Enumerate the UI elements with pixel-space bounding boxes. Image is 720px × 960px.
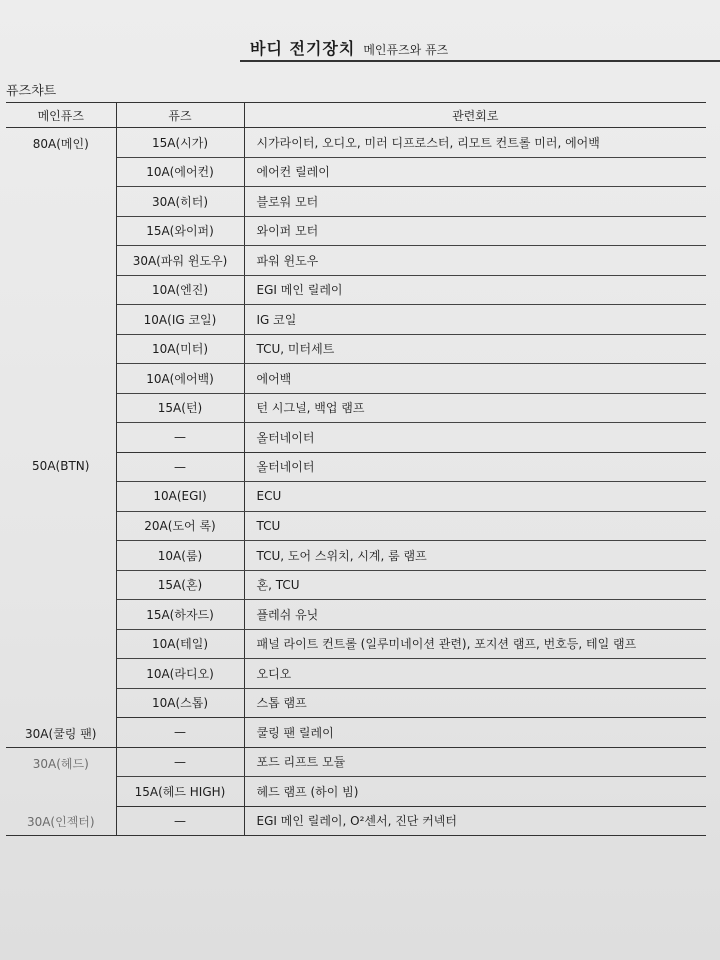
circuit-cell: IG 코일 (244, 305, 706, 335)
fuse-cell: — (116, 423, 244, 453)
circuit-cell: 시가라이터, 오디오, 미러 디프로스터, 리모트 컨트롤 미러, 에어백 (244, 128, 706, 158)
circuit-cell: 올터네이터 (244, 423, 706, 453)
main-fuse-cell: 80A(메인) (6, 128, 116, 453)
table-row (6, 718, 706, 748)
circuit-cell: 패널 라이트 컨트롤 (일루미네이션 관련), 포지션 램프, 번호등, 테일 램프 (244, 629, 706, 659)
circuit-cell: EGI 메인 릴레이 (244, 275, 706, 305)
header-rule (240, 60, 720, 62)
main-fuse-cell: 50A(BTN) (6, 452, 116, 718)
fuse-cell: 10A(라디오) (116, 659, 244, 689)
fuse-cell: 15A(혼) (116, 570, 244, 600)
main-fuse-cell: 30A(헤드) (6, 747, 116, 806)
circuit-cell: 오디오 (244, 659, 706, 689)
circuit-cell: 쿨링 팬 릴레이 (244, 718, 706, 748)
column-header-circuit: 관련회로 (244, 103, 706, 128)
fuse-cell: — (116, 806, 244, 836)
table-row (6, 452, 706, 482)
table-row (6, 806, 706, 836)
circuit-cell: 에어컨 릴레이 (244, 157, 706, 187)
fuse-cell: 10A(테일) (116, 629, 244, 659)
fuse-cell: 10A(IG 코일) (116, 305, 244, 335)
page-header (250, 36, 448, 59)
fuse-cell: — (116, 747, 244, 777)
fuse-cell: 10A(미터) (116, 334, 244, 364)
fuse-cell: 10A(에어백) (116, 364, 244, 394)
fuse-cell: 15A(하자드) (116, 600, 244, 630)
circuit-cell: TCU (244, 511, 706, 541)
fuse-cell: — (116, 718, 244, 748)
fuse-cell: 15A(시가) (116, 128, 244, 158)
circuit-cell: 와이퍼 모터 (244, 216, 706, 246)
circuit-cell: 파워 윈도우 (244, 246, 706, 276)
circuit-cell: TCU, 도어 스위치, 시계, 룸 램프 (244, 541, 706, 571)
fuse-cell: — (116, 452, 244, 482)
circuit-cell: 스톱 램프 (244, 688, 706, 718)
circuit-cell: EGI 메인 릴레이, O²센서, 진단 커넥터 (244, 806, 706, 836)
circuit-cell: 올터네이터 (244, 452, 706, 482)
column-header-fuse: 퓨즈 (116, 103, 244, 128)
fuse-cell: 15A(헤드 HIGH) (116, 777, 244, 807)
fuse-cell: 30A(파워 윈도우) (116, 246, 244, 276)
circuit-cell: 혼, TCU (244, 570, 706, 600)
circuit-cell: 플레쉬 유닛 (244, 600, 706, 630)
fuse-cell: 10A(에어컨) (116, 157, 244, 187)
fuse-chart-table (6, 102, 706, 836)
main-fuse-cell: 30A(쿨링 팬) (6, 718, 116, 748)
page-title: 바디 전기장치 (250, 39, 356, 58)
circuit-cell: 블로워 모터 (244, 187, 706, 217)
fuse-cell: 10A(룸) (116, 541, 244, 571)
circuit-cell: 에어백 (244, 364, 706, 394)
circuit-cell: 헤드 램프 (하이 빔) (244, 777, 706, 807)
fuse-cell: 10A(EGI) (116, 482, 244, 512)
fuse-cell: 10A(스톱) (116, 688, 244, 718)
table-row (6, 747, 706, 777)
fuse-cell: 30A(히터) (116, 187, 244, 217)
page-subtitle: 메인퓨즈와 퓨즈 (363, 43, 449, 57)
circuit-cell: 포드 리프트 모듈 (244, 747, 706, 777)
table-header-row (6, 103, 706, 128)
fuse-cell: 15A(턴) (116, 393, 244, 423)
circuit-cell: ECU (244, 482, 706, 512)
column-header-main-fuse: 메인퓨즈 (6, 103, 116, 128)
fuse-cell: 10A(엔진) (116, 275, 244, 305)
fuse-cell: 20A(도어 록) (116, 511, 244, 541)
circuit-cell: TCU, 미터세트 (244, 334, 706, 364)
fuse-table-body (6, 128, 706, 836)
table-row (6, 128, 706, 158)
fuse-cell: 15A(와이퍼) (116, 216, 244, 246)
section-title: 퓨즈챠트 (6, 84, 57, 99)
circuit-cell: 턴 시그널, 백업 램프 (244, 393, 706, 423)
main-fuse-cell: 30A(인젝터) (6, 806, 116, 836)
